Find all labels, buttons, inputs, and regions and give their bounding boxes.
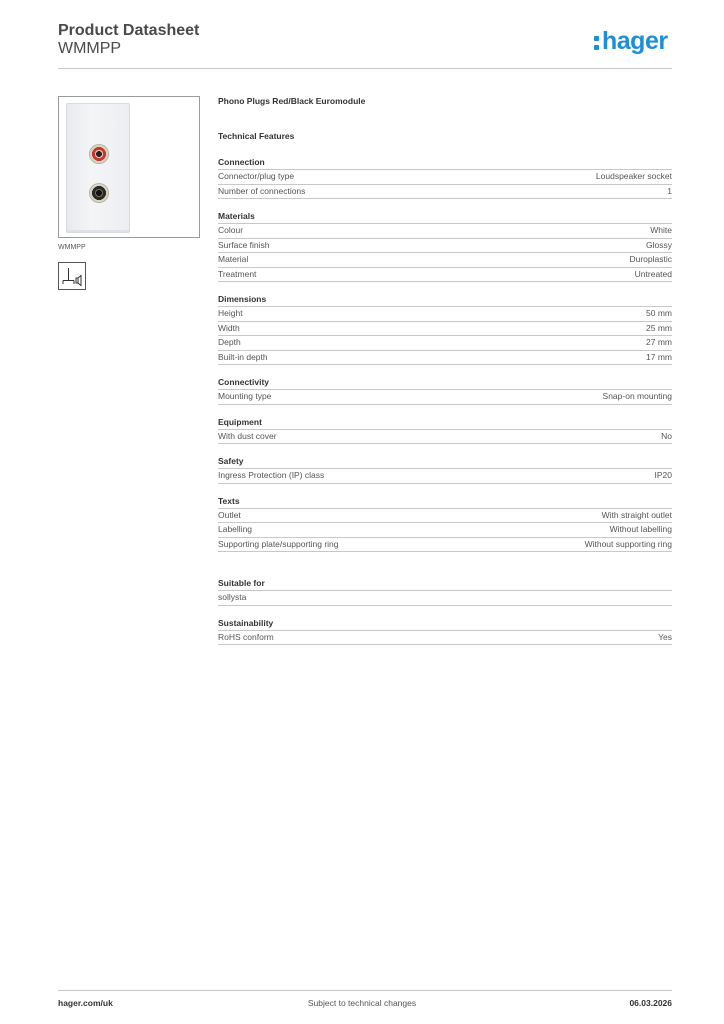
table-row: RoHS conform Yes (218, 631, 672, 646)
technical-features-heading: Technical Features (218, 131, 295, 141)
table-row: Built-in depth 17 mm (218, 351, 672, 366)
table-row: Width 25 mm (218, 322, 672, 337)
section-title: Sustainability (218, 618, 672, 631)
section-safety (218, 456, 672, 484)
table-row: Material Duroplastic (218, 253, 672, 268)
table-row: Number of connections 1 (218, 185, 672, 200)
section-title: Suitable for (218, 578, 672, 591)
table-row: Depth 27 mm (218, 336, 672, 351)
hager-logo (594, 26, 668, 56)
document-title: Product Datasheet (58, 22, 200, 39)
section-equipment (218, 417, 672, 445)
loudspeaker-socket-symbol-icon (58, 262, 86, 290)
section-dimensions (218, 294, 672, 365)
section-title: Dimensions (218, 294, 672, 307)
section-title: Equipment (218, 417, 672, 430)
logo-dots-icon (594, 36, 599, 50)
black-phono-jack (90, 184, 108, 202)
footer-date: 06.03.2026 (629, 998, 672, 1008)
image-caption: WMMPP (58, 244, 86, 251)
section-connectivity (218, 377, 672, 405)
red-phono-jack (90, 145, 108, 163)
table-row: Connector/plug type Loudspeaker socket (218, 170, 672, 185)
table-row: Supporting plate/supporting ring Without supporting ring (218, 538, 672, 553)
table-row: Outlet With straight outlet (218, 509, 672, 524)
product-image (58, 96, 200, 238)
section-suitable-for (218, 578, 672, 606)
logo-text: hager (602, 27, 668, 55)
table-row: With dust cover No (218, 430, 672, 445)
section-texts (218, 496, 672, 553)
table-row: Colour White (218, 224, 672, 239)
section-title: Texts (218, 496, 672, 509)
section-connection (218, 157, 672, 199)
section-materials (218, 211, 672, 282)
section-title: Materials (218, 211, 672, 224)
footer-note: Subject to technical changes (307, 998, 417, 1008)
product-name: Phono Plugs Red/Black Euromodule (218, 96, 366, 106)
header-divider (58, 68, 672, 69)
product-code: WMMPP (58, 40, 122, 57)
section-sustainability (218, 618, 672, 646)
section-title: Safety (218, 456, 672, 469)
euromodule-plate (66, 103, 130, 233)
footer-divider (58, 990, 672, 991)
table-row: Surface finish Glossy (218, 239, 672, 254)
table-row: Ingress Protection (IP) class IP20 (218, 469, 672, 484)
footer-website-link[interactable]: hager.com/uk (58, 998, 113, 1008)
section-title: Connectivity (218, 377, 672, 390)
table-row: Height 50 mm (218, 307, 672, 322)
table-row: Labelling Without labelling (218, 523, 672, 538)
table-row: Mounting type Snap-on mounting (218, 390, 672, 405)
section-title: Connection (218, 157, 672, 170)
technical-content (218, 96, 672, 645)
table-row: sollysta (218, 591, 672, 606)
table-row: Treatment Untreated (218, 268, 672, 283)
